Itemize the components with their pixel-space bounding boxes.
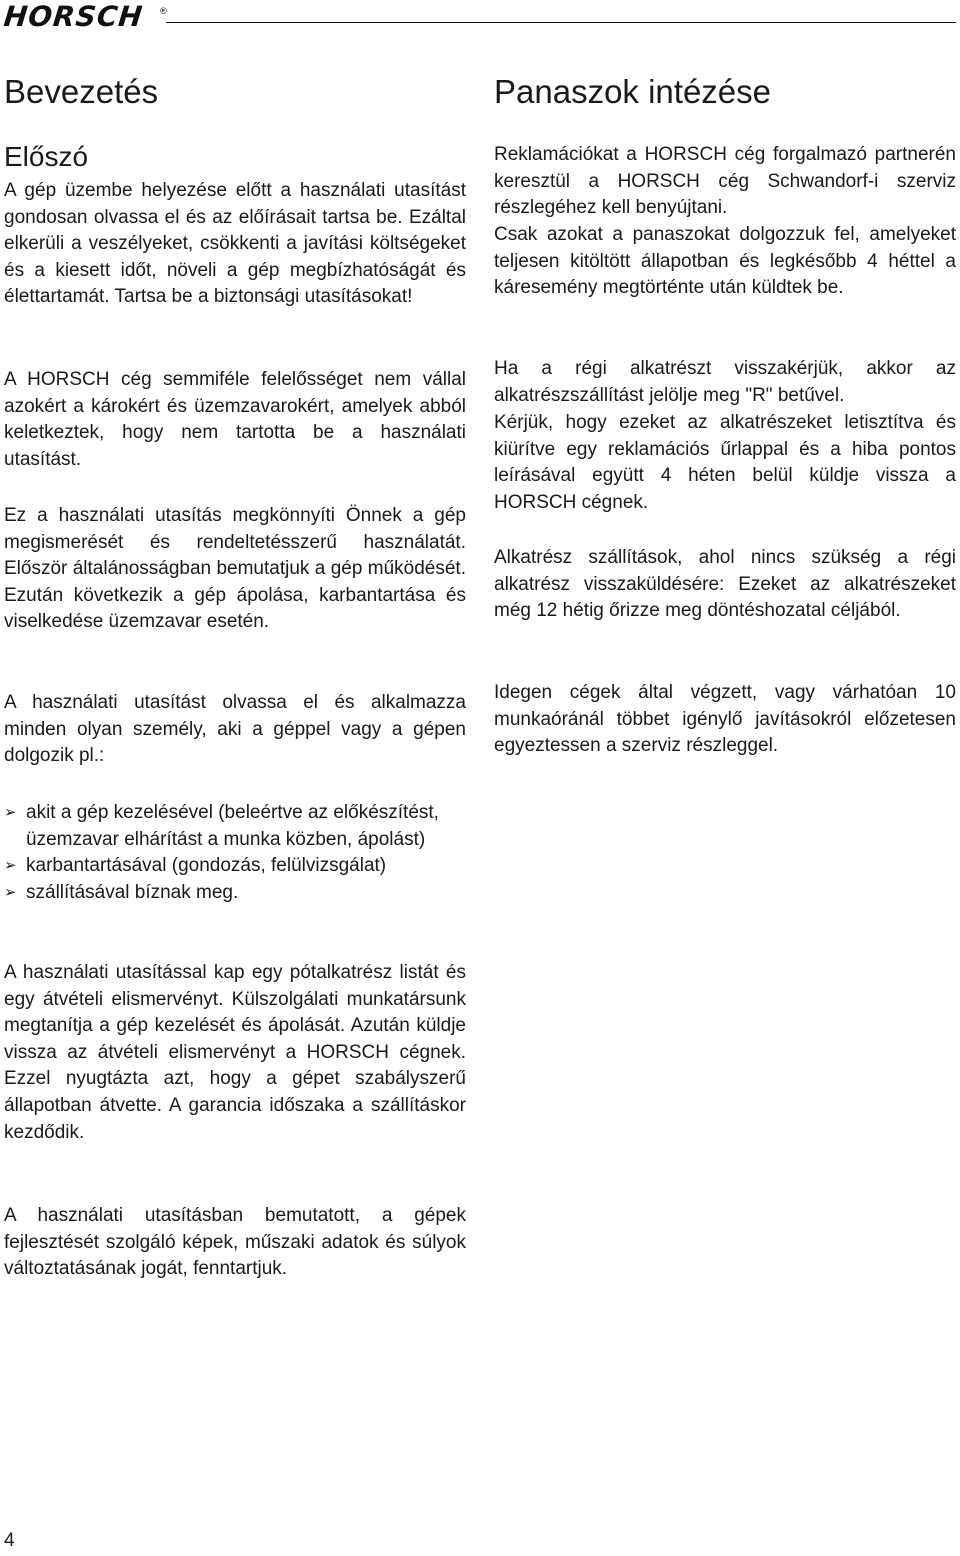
page-number: 4 <box>4 1530 15 1551</box>
intro-paragraph: A gép üzembe helyezése előtt a használati utasítást gondosan olvassa el és az előírásait tartsa be. Ezáltal elkerüli a veszélyeket, csökkenti a javítási költségeket és a kiesett időt, növeli a gép megbízhatóságát és élettartamát. Tartsa be a biztonsági utasításokat! <box>4 180 466 308</box>
complaints-paragraph-5: Alkatrész szállítások, ahol nincs szükség a régi alkatrész visszaküldésére: Ezeket az alkatrészeket még 12 hétig őrizze meg döntéshozatal céljából. <box>494 547 956 622</box>
arrow-bullet-icon: ➢ <box>4 883 17 901</box>
complaints-paragraph-4: Kérjük, hogy ezeket az alkatrészeket letisztítva és kiürítve egy reklamációs űrlappal és a hiba pontos leírásával együtt 4 héten belül küldje vissza a HORSCH cégnek. <box>494 412 956 513</box>
list-item-text: akit a gép kezelésével (beleértve az előkészítést, üzemzavar elhárítást a munka közben, ápolást) <box>26 802 439 850</box>
personnel-list <box>4 800 466 906</box>
header-rule <box>166 22 956 23</box>
complaints-paragraph-1: Reklamációkat a HORSCH cég forgalmazó partnerén keresztül a HORSCH cég Schwandorf-i szerviz részlegéhez kell benyújtani. <box>494 144 956 219</box>
arrow-bullet-icon: ➢ <box>4 804 17 821</box>
complaints-paragraph-3: Ha a régi alkatrészt visszakérjük, akkor az alkatrészszállítást jelölje meg "R" betűvel. <box>494 358 956 406</box>
complaints-paragraph-2: Csak azokat a panaszokat dolgozzuk fel, amelyeket teljesen kitöltött állapotban és legkésőbb 4 héttel a káresemény megtörténte után küldtek be. <box>494 224 956 299</box>
manual-purpose-paragraph: Ez a használati utasítás megkönnyíti Önnek a gép megismerését és rendeltetésszerű használatát. Először általánosságban bemutatjuk a gép működését. Ezután következik a gép ápolása, karbantartása és viselkedése üzemzavar esetén. <box>4 505 466 633</box>
who-should-read-paragraph: A használati utasítást olvassa el és alkalmazza minden olyan személy, aki a géppel vagy a gépen dolgozik pl.: <box>4 692 466 767</box>
arrow-bullet-icon: ➢ <box>4 857 17 875</box>
registered-mark: ® <box>160 6 167 16</box>
list-item <box>4 880 466 907</box>
list-item <box>4 853 466 880</box>
list-item-text: karbantartásával (gondozás, felülvizsgálat) <box>26 855 387 877</box>
section-heading-panaszok: Panaszok intézése <box>494 73 772 110</box>
parts-list-paragraph: A használati utasítással kap egy pótalkatrész listát és egy átvételi elismervényt. Külszolgálati munkatársunk megtanítja a gép kezelését és ápolását. Azután küldje vissza az átvételi elismervényt a HORSCH cégnek. Ezzel nyugtázta azt, hogy a gépet szabályszerű állapotban átvette. A garancia időszaka a szállításkor kezdődik. <box>4 962 466 1143</box>
list-item-text: szállításával bíznak meg. <box>26 881 239 903</box>
complaints-paragraph-6: Idegen cégek által végzett, vagy várhatóan 10 munkaóránál többet igénylő javításokról előzetesen egyeztessen a szerviz részleggel. <box>494 682 956 757</box>
section-heading-bevezetes: Bevezetés <box>4 73 159 110</box>
subsection-heading-eloszo: Előszó <box>4 141 89 172</box>
rights-reserved-paragraph: A használati utasításban bemutatott, a gépek fejlesztését szolgáló képek, műszaki adatok és súlyok változtatásának jogát, fenntartjuk. <box>4 1205 466 1280</box>
liability-paragraph: A HORSCH cég semmiféle felelősséget nem vállal azokért a károkért és üzemzavarokért, amelyek abból keletkeztek, hogy nem tartotta be a használati utasítást. <box>4 369 466 470</box>
list-item <box>4 800 466 853</box>
horsch-logo: HORSCH <box>2 0 145 33</box>
